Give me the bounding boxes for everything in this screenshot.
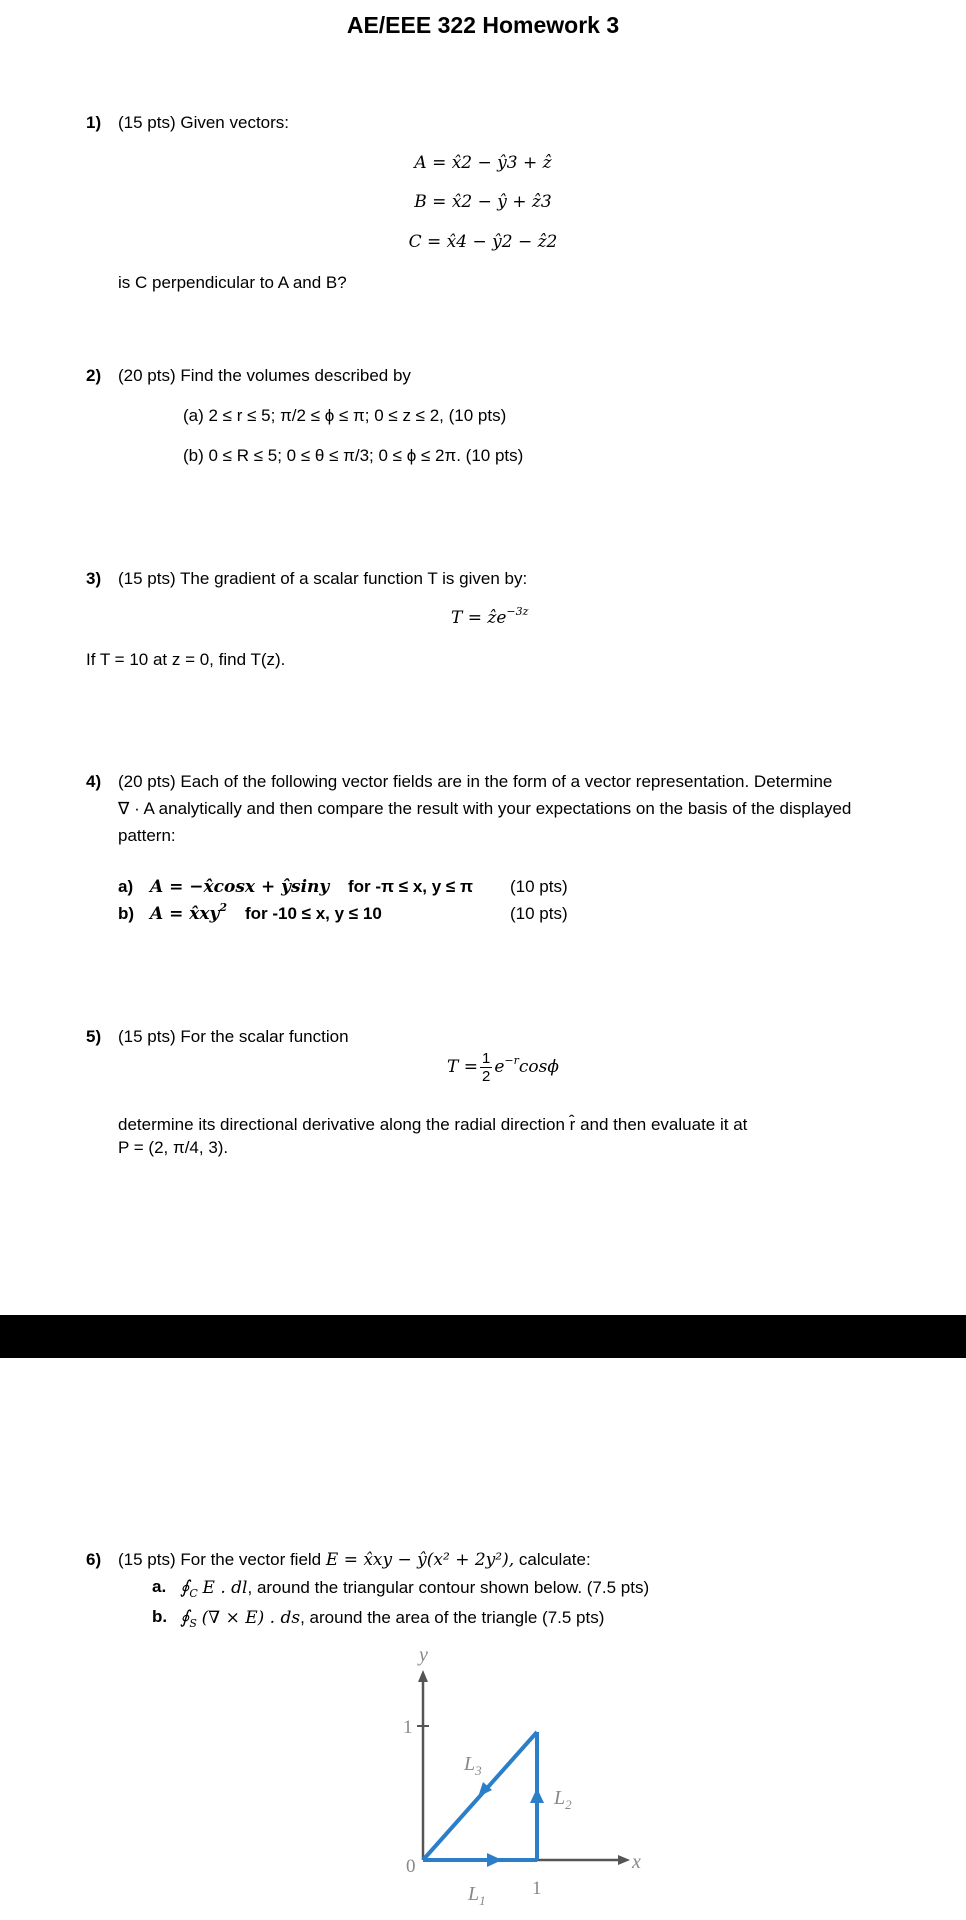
- q1-text: (15 pts) Given vectors:: [118, 113, 290, 132]
- q5-equation: [447, 1050, 559, 1085]
- q5-frac-numerator: 1: [482, 1050, 491, 1067]
- q5-line-1-text: determine its directional derivative along the radial direction r̂ and then evaluate it at: [118, 1115, 748, 1134]
- l2-direction-arrow: [530, 1788, 544, 1803]
- q4-b-eq-base: A = x̂xy: [150, 904, 220, 924]
- y-axis-label: y: [419, 1644, 428, 1666]
- q6-field: E = x̂xy − ŷ(x² + 2y²),: [325, 1550, 515, 1570]
- q5-frac-denominator: 2: [482, 1068, 491, 1085]
- q4-line-3: pattern:: [118, 826, 176, 845]
- q6-a-text: , around the triangular contour shown below. (7.5 pts): [247, 1578, 650, 1597]
- l2-label-main: L: [554, 1787, 566, 1809]
- q2-part-b: (b) 0 ≤ R ≤ 5; 0 ≤ θ ≤ π/3; 0 ≤ ϕ ≤ 2π. (10 pts): [183, 446, 524, 465]
- q4-a-label: a): [118, 877, 134, 896]
- origin-label: 0: [406, 1856, 416, 1877]
- q1-number: 1): [86, 113, 102, 132]
- q5-line-1: [118, 1111, 902, 1138]
- q6-number: 6): [86, 1550, 102, 1569]
- q5-line-2: P = (2, π/4, 3).: [118, 1138, 229, 1157]
- q5-eq-lhs: T =: [447, 1057, 478, 1077]
- q6-text-pre: (15 pts) For the vector field: [118, 1550, 322, 1569]
- q6-a-label: a.: [152, 1577, 167, 1596]
- l3-label-sub: 3: [475, 1763, 482, 1778]
- q3-text: (15 pts) The gradient of a scalar function T is given by:: [118, 569, 528, 588]
- q4-b-range: for -10 ≤ x, y ≤ 10: [245, 904, 382, 923]
- q4-a-points: (10 pts): [510, 877, 568, 896]
- q3-equation: [451, 605, 529, 628]
- q5-eq-e: e: [494, 1057, 505, 1077]
- triangle-contour-figure: [370, 1640, 650, 1912]
- y-tick-1-label: 1: [403, 1717, 413, 1738]
- q6-a-expr: E . dl: [202, 1578, 248, 1598]
- q6-b-expr: (∇ × E) . ds: [201, 1608, 301, 1628]
- q4-a-range: for -π ≤ x, y ≤ π: [348, 877, 473, 896]
- page-break-bar: [0, 1315, 966, 1358]
- q6-b-text: , around the area of the triangle (7.5 pts): [300, 1608, 605, 1627]
- l1-label-sub: 1: [479, 1893, 486, 1908]
- q1-eq-a: A = x̂2 − ŷ3 + ẑ: [414, 153, 552, 173]
- q6-b-line: [180, 1607, 604, 1628]
- q2-part-a: (a) 2 ≤ r ≤ 5; π/2 ≤ ϕ ≤ π; 0 ≤ z ≤ 2, (10 pts): [183, 406, 507, 425]
- q6-a-integral-sub: C: [189, 1587, 198, 1600]
- q4-a-equation: A = −x̂cosx + ŷsiny: [150, 877, 330, 897]
- q3-number: 3): [86, 569, 102, 588]
- l2-label-sub: 2: [565, 1797, 572, 1812]
- q4-b-label: b): [118, 904, 135, 923]
- q6-b-integral-sub: S: [189, 1617, 197, 1630]
- page-bottom: [0, 1358, 966, 1920]
- x-tick-1-label: 1: [532, 1878, 542, 1899]
- l2-label: [553, 1787, 572, 1812]
- page-title: AE/EEE 322 Homework 3: [346, 12, 620, 38]
- q1-question: is C perpendicular to A and B?: [118, 273, 347, 292]
- q4-b-eq-exponent: 2: [219, 901, 228, 914]
- y-axis-arrowhead: [418, 1670, 428, 1682]
- q2-text: (20 pts) Find the volumes described by: [118, 366, 411, 385]
- q2-number: 2): [86, 366, 102, 385]
- q6-text-post: calculate:: [518, 1550, 591, 1569]
- x-axis-arrowhead: [618, 1855, 630, 1865]
- q3-eq-exponent: −3z: [506, 605, 529, 618]
- l3-label: [463, 1753, 482, 1778]
- q5-eq-exponent: −r: [504, 1054, 519, 1067]
- q4-b-points: (10 pts): [510, 904, 568, 923]
- l1-direction-arrow: [487, 1853, 502, 1867]
- q1-eq-b: B = x̂2 − ŷ + ẑ3: [414, 192, 552, 212]
- q6-a-integral: ∮: [180, 1577, 190, 1598]
- q4-b-equation: [150, 901, 228, 924]
- q6-b-label: b.: [152, 1607, 168, 1626]
- q5-text: (15 pts) For the scalar function: [118, 1027, 349, 1046]
- x-axis-label: x: [632, 1851, 641, 1873]
- q4-line-1: (20 pts) Each of the following vector fields are in the form of a vector representation. Determine: [118, 772, 833, 791]
- q5-number: 5): [86, 1027, 102, 1046]
- q5-fraction: [480, 1050, 492, 1085]
- q5-eq-tail: cosϕ: [518, 1057, 559, 1077]
- l3-label-main: L: [464, 1753, 476, 1775]
- q4-number: 4): [86, 772, 102, 791]
- q6-line: [118, 1550, 591, 1570]
- l1-label-main: L: [468, 1883, 480, 1905]
- q3-condition: If T = 10 at z = 0, find T(z).: [86, 650, 286, 669]
- q6-b-integral: ∮: [180, 1607, 190, 1628]
- q6-a-line: [180, 1577, 649, 1598]
- l1-label: [467, 1883, 486, 1908]
- q4-line-2: ∇ · A analytically and then compare the result with your expectations on the basis of the displayed: [118, 799, 852, 818]
- q1-eq-c: C = x̂4 − ŷ2 − ẑ2: [408, 232, 558, 252]
- q3-eq-base: T = ẑe: [451, 608, 507, 628]
